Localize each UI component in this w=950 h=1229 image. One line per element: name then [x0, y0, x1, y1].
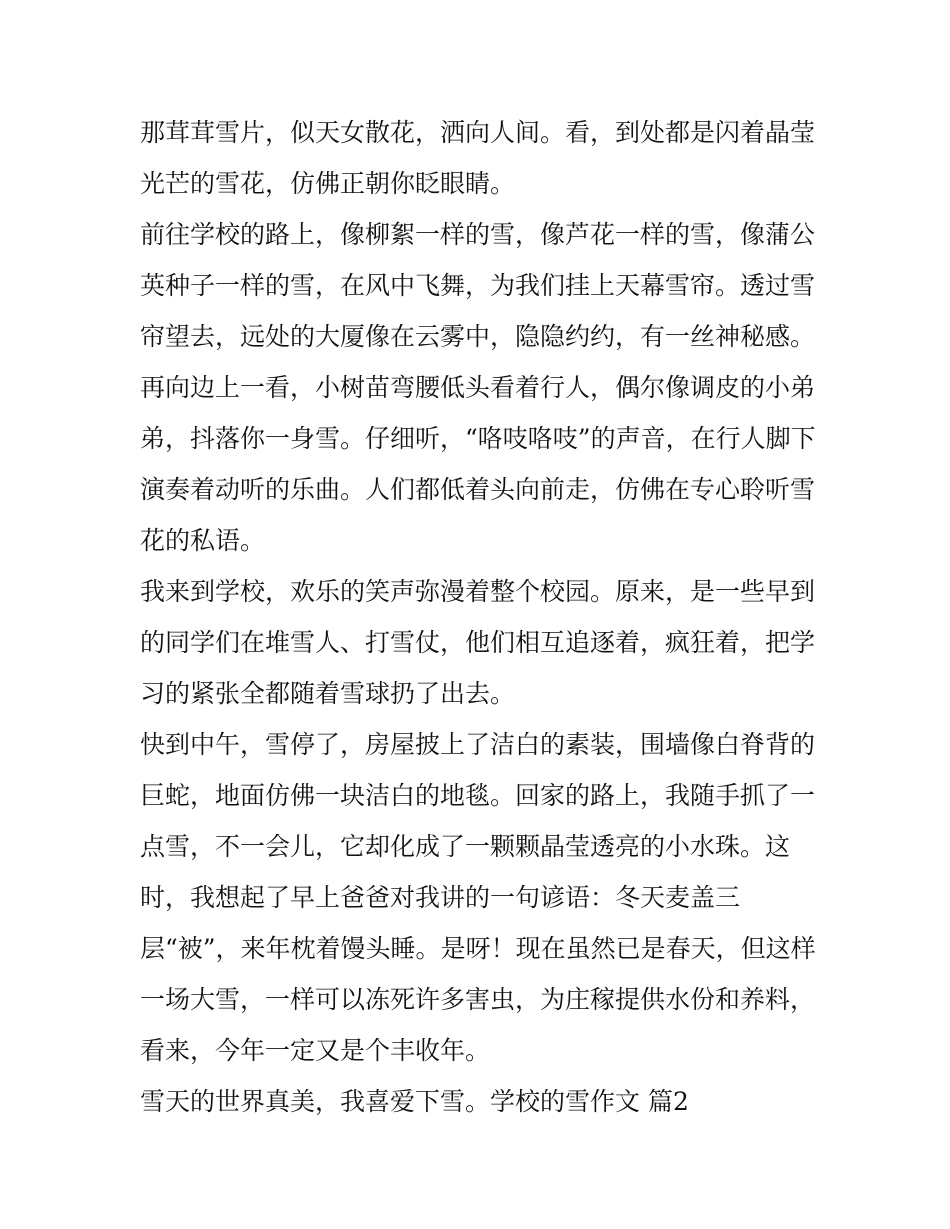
- text-line: 层“被”，来年枕着馒头睡。是呀！现在虽然已是春天，但这样: [140, 934, 816, 963]
- text-line: 快到中午，雪停了，房屋披上了洁白的素装，围墙像白脊背的: [140, 730, 816, 759]
- text-line: 那茸茸雪片，似天女散花，洒向人间。看，到处都是闪着晶莹: [140, 118, 816, 147]
- text-line: 英种子一样的雪，在风中飞舞，为我们挂上天幕雪帘。透过雪: [140, 271, 816, 300]
- text-line: 花的私语。: [140, 526, 266, 555]
- text-line: 帘望去，远处的大厦像在云雾中，隐隐约约，有一丝神秘感。: [140, 322, 816, 351]
- text-line: 一场大雪，一样可以冻死许多害虫，为庄稼提供水份和养料，: [140, 985, 816, 1014]
- text-line: 习的紧张全都随着雪球扔了出去。: [140, 679, 516, 708]
- text-line: 光芒的雪花，仿佛正朝你眨眼睛。: [140, 169, 516, 198]
- text-line: 的同学们在堆雪人、打雪仗，他们相互追逐着，疯狂着，把学: [140, 628, 816, 657]
- essay-text: [140, 107, 820, 1127]
- text-line: 弟，抖落你一身雪。仔细听，“咯吱咯吱”的声音，在行人脚下: [140, 424, 816, 453]
- text-line: 演奏着动听的乐曲。人们都低着头向前走，仿佛在专心聆听雪: [140, 475, 816, 504]
- text-line: 我来到学校，欢乐的笑声弥漫着整个校园。原来，是一些早到: [140, 577, 816, 606]
- text-line: 点雪，不一会儿，它却化成了一颗颗晶莹透亮的小水珠。这: [140, 832, 791, 861]
- text-line: 前往学校的路上，像柳絮一样的雪，像芦花一样的雪，像蒲公: [140, 220, 816, 249]
- text-line: 再向边上一看，小树苗弯腰低头看着行人，偶尔像调皮的小弟: [140, 373, 816, 402]
- text-line: 时，我想起了早上爸爸对我讲的一句谚语：冬天麦盖三: [140, 883, 741, 912]
- text-line: 雪天的世界真美，我喜爱下雪。学校的雪作文 篇2: [140, 1087, 689, 1116]
- text-line: 巨蛇，地面仿佛一块洁白的地毯。回家的路上，我随手抓了一: [140, 781, 816, 810]
- text-line: 看来，今年一定又是个丰收年。: [140, 1036, 491, 1065]
